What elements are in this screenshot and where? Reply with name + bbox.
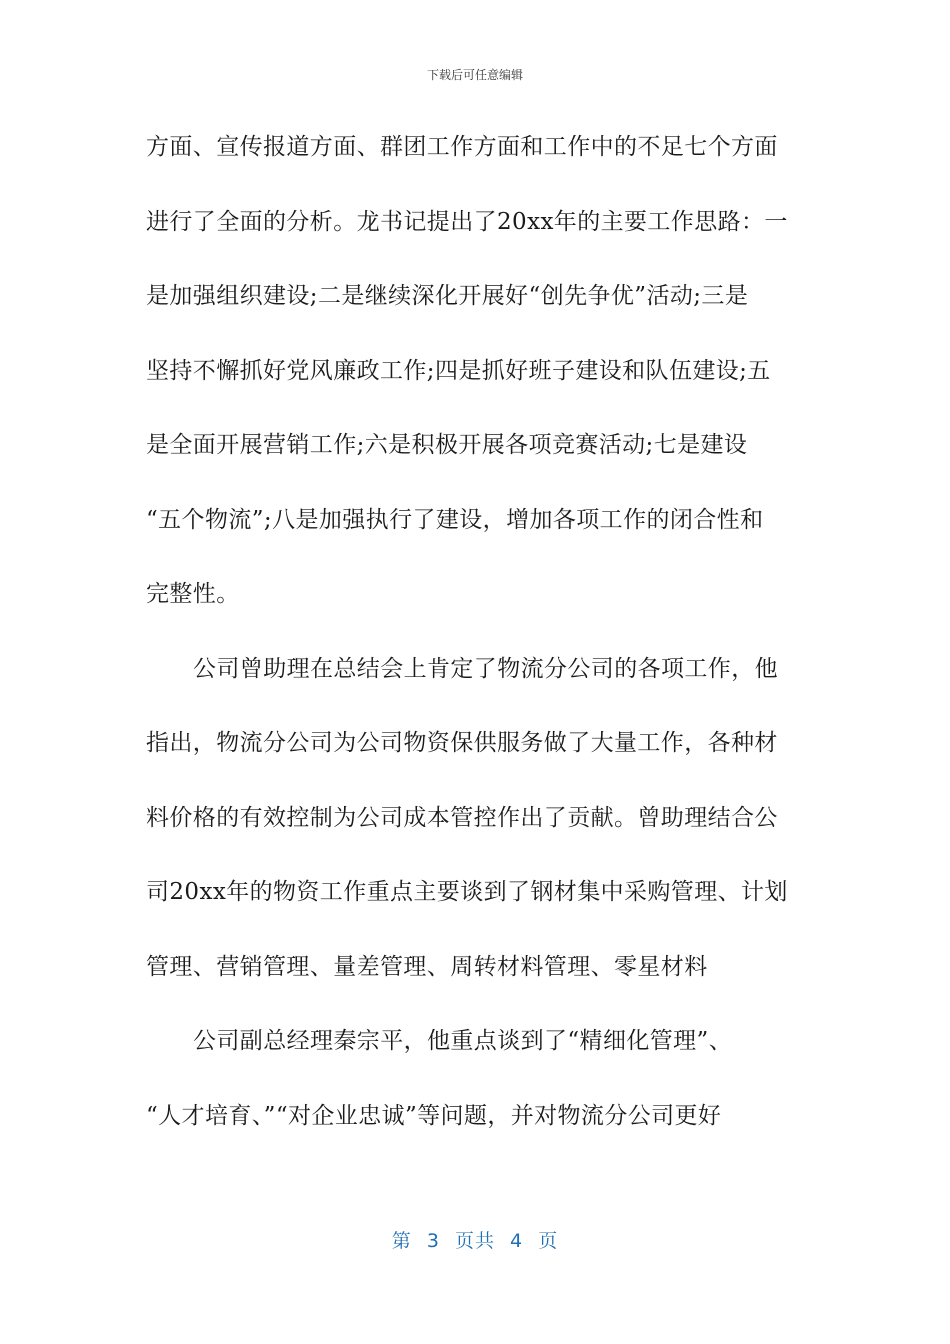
text-line: 是全面开展营销工作;六是积极开展各项竞赛活动;七是建设	[146, 432, 748, 458]
paragraph-start-line: 公司曾助理在总结会上肯定了物流分公司的各项工作，他	[193, 655, 778, 682]
text-line: 管理、营销管理、量差管理、周转材料管理、零星材料	[146, 953, 708, 980]
footer-middle: 页共	[454, 1230, 495, 1252]
text-line: “五个物流”;八是加强执行了建设，增加各项工作的闭合性和	[146, 506, 764, 533]
text-line: 进行了全面的分析。龙书记提出了20xx年的主要工作思路：一	[146, 208, 788, 235]
page-header: 下载后可任意编辑	[426, 68, 523, 82]
page-footer	[0, 1226, 950, 1253]
text-line: 是加强组织建设;二是继续深化开展好“创先争优”活动;三是	[146, 283, 749, 309]
text-line: 指出，物流分公司为公司物资保供服务做了大量工作，各种材	[146, 730, 778, 756]
text-line: 坚持不懈抓好党风廉政工作;四是抓好班子建设和队伍建设;五	[146, 357, 771, 384]
text-line: 司20xx年的物资工作重点主要谈到了钢材集中采购管理、计划	[146, 879, 788, 905]
text-line: 完整性。	[146, 581, 240, 607]
text-line: “人才培育、”“对企业忠诚”等问题，并对物流分公司更好	[146, 1102, 722, 1129]
document-body	[146, 124, 806, 1167]
current-page-number: 3	[426, 1230, 440, 1252]
footer-suffix: 页	[538, 1230, 559, 1252]
total-page-count: 4	[510, 1230, 524, 1252]
text-line: 料价格的有效控制为公司成本管控作出了贡献。曾助理结合公	[146, 804, 778, 831]
footer-prefix: 第	[391, 1230, 412, 1252]
text-line: 方面、宣传报道方面、群团工作方面和工作中的不足七个方面	[146, 134, 778, 160]
paragraph-start-line: 公司副总经理秦宗平，他重点谈到了“精细化管理”、	[193, 1028, 733, 1054]
